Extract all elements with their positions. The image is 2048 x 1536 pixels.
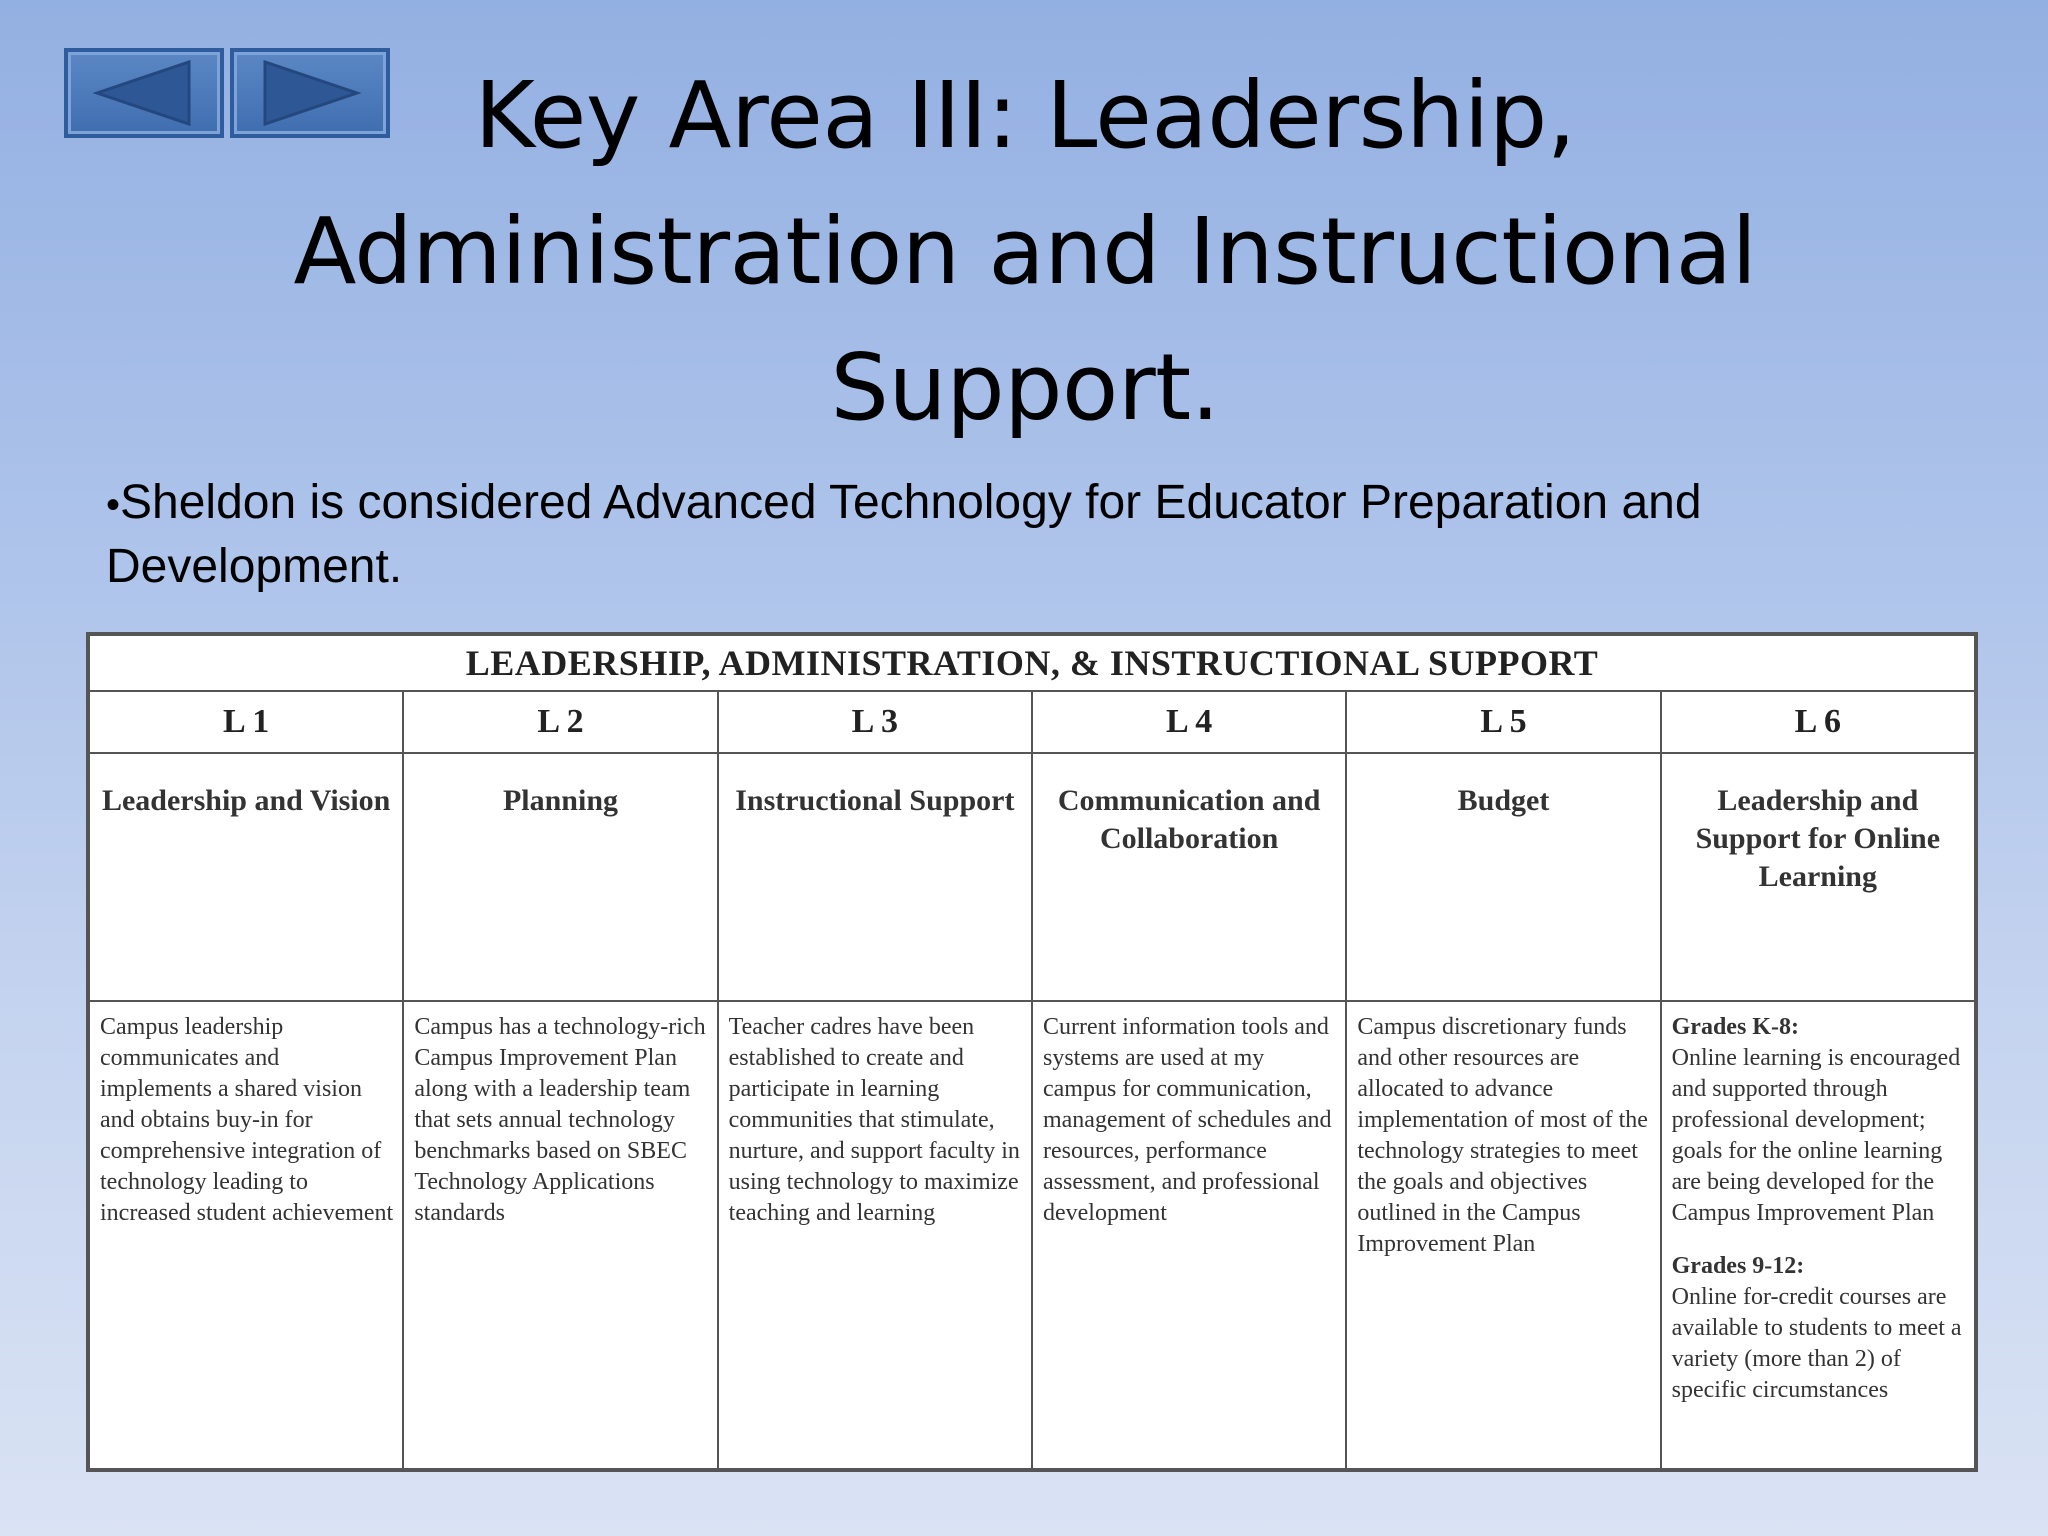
name-row [89,753,1975,1001]
bullet-text: Sheldon is considered Advanced Technology for Educator Preparation and Development. [106,476,1702,593]
table-heading: LEADERSHIP, ADMINISTRATION, & INSTRUCTIONAL SUPPORT [89,635,1975,691]
column-code-l1: L 1 [89,691,403,753]
column-code-l6: L 6 [1661,691,1975,753]
column-code-l3: L 3 [718,691,1032,753]
column-name-l2: Planning [403,753,717,1001]
bullet-point [106,472,1906,598]
grades-912-block [1672,1251,1968,1406]
description-l2: Campus has a technology-rich Campus Improvement Plan along with a leadership team that sets annual technology benchmarks based on SBEC Technology Applications standards [403,1001,717,1469]
grades-k8-block [1672,1012,1968,1229]
description-row [89,1001,1975,1469]
column-name-l1: Leadership and Vision [89,753,403,1001]
column-name-l5: Budget [1346,753,1660,1001]
column-name-l4: Communication and Collaboration [1032,753,1346,1001]
description-l1: Campus leadership communicates and implements a shared vision and obtains buy-in for comprehensive integration of technology leading to increased student achievement [89,1001,403,1469]
column-code-l2: L 2 [403,691,717,753]
column-name-l6: Leadership and Support for Online Learning [1661,753,1975,1001]
grades-912-heading: Grades 9-12: [1671,1253,1805,1279]
code-row [89,691,1975,753]
grades-k8-heading: Grades K-8: [1671,1014,1799,1040]
grades-912-text: Online for-credit courses are available to students to meet a variety (more than 2) of specific circumstances [1671,1284,1962,1403]
description-l4: Current information tools and systems are used at my campus for communication, management of schedules and resources, performance assessment, and professional development [1032,1001,1346,1469]
column-name-l3: Instructional Support [718,753,1032,1001]
description-l6 [1661,1001,1975,1469]
leadership-table [86,632,1978,1472]
column-code-l4: L 4 [1032,691,1346,753]
grades-k8-text: Online learning is encouraged and supported through professional development; goals for the online learning are being developed for the Campus Improvement Plan [1671,1045,1961,1226]
description-l5: Campus discretionary funds and other resources are allocated to advance implementation of most of the technology strategies to meet the goals and objectives outlined in the Campus Improvement Plan [1346,1001,1660,1469]
bullet-marker: • [106,483,121,527]
rubric-table [88,634,1976,1470]
description-l3: Teacher cadres have been established to create and participate in learning communities that stimulate, nurture, and support faculty in using technology to maximize teaching and learning [718,1001,1032,1469]
slide-title: Key Area III: Leadership, Administration and Instructional Support. [293,62,1757,441]
column-code-l5: L 5 [1346,691,1660,753]
